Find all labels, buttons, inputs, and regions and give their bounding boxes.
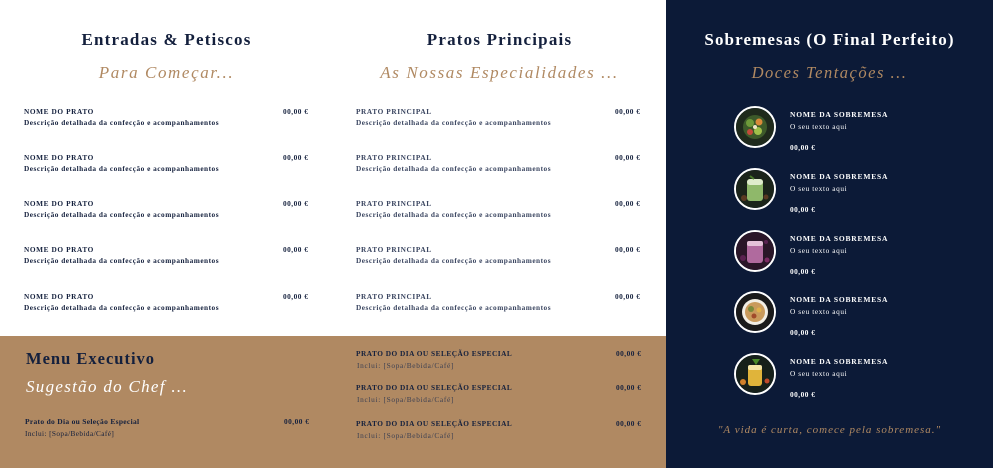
item-price: 00,00 € — [283, 107, 309, 116]
item-price: 00,00 € — [616, 419, 642, 428]
item-description: Descrição detalhada da confecção e acompanhamentos — [24, 210, 220, 219]
item-description: Descrição detalhada da confecção e acompanhamentos — [24, 118, 220, 127]
dessert-price: 00,00 € — [790, 390, 816, 399]
dessert-price: 00,00 € — [790, 143, 816, 152]
item-price: 00,00 € — [615, 199, 641, 208]
item-name: PRATO DO DIA OU SELEÇÃO ESPECIAL — [356, 383, 513, 392]
menu-item — [24, 153, 314, 177]
dessert-name: NOME DA SOBREMESA — [790, 110, 889, 119]
sobremesas-title: Sobremesas (O Final Perfeito) — [704, 30, 955, 49]
item-name: PRATO DO DIA OU SELEÇÃO ESPECIAL — [356, 419, 513, 428]
entradas-subtitle: Para Começar... — [98, 63, 235, 82]
executivo-item — [25, 417, 325, 439]
sobremesas-subtitle: Doces Tentações ... — [751, 63, 908, 82]
item-description: Descrição detalhada da confecção e acompanhamentos — [24, 164, 220, 173]
granola-bowl-photo — [734, 291, 776, 333]
item-name: NOME DO PRATO — [24, 245, 94, 254]
menu-item — [24, 292, 314, 316]
dessert-description: O seu texto aqui — [790, 307, 848, 316]
dessert-quote: "A vida é curta, comece pela sobremesa." — [717, 424, 942, 436]
item-name: Prato do Dia ou Seleção Especial — [25, 417, 140, 426]
item-price: 00,00 € — [283, 153, 309, 162]
dessert-price: 00,00 € — [790, 328, 816, 337]
menu-item — [356, 107, 646, 131]
menu-item — [356, 292, 646, 316]
dessert-price: 00,00 € — [790, 205, 816, 214]
item-price: 00,00 € — [615, 107, 641, 116]
item-description: Inclui: [Sopa/Bebida/Café] — [357, 395, 455, 404]
item-price: 00,00 € — [615, 153, 641, 162]
item-description: Descrição detalhada da confecção e acompanhamentos — [24, 256, 220, 265]
dessert-item — [734, 168, 934, 214]
item-price: 00,00 € — [616, 383, 642, 392]
item-name: PRATO PRINCIPAL — [356, 245, 432, 254]
item-price: 00,00 € — [615, 245, 641, 254]
dessert-item — [734, 353, 934, 399]
item-description: Descrição detalhada da confecção e acompanhamentos — [356, 303, 552, 312]
item-name: PRATO PRINCIPAL — [356, 153, 432, 162]
matcha-drink-photo — [734, 168, 776, 210]
item-name: NOME DO PRATO — [24, 199, 94, 208]
menu-item — [24, 199, 314, 223]
menu-item — [356, 199, 646, 223]
menu-item — [356, 153, 646, 177]
berry-smoothie-photo — [734, 230, 776, 272]
item-price: 00,00 € — [283, 199, 309, 208]
dessert-item — [734, 106, 934, 152]
main-menu-panel — [0, 0, 666, 336]
item-description: Descrição detalhada da confecção e acompanhamentos — [24, 303, 220, 312]
dessert-description: O seu texto aqui — [790, 246, 848, 255]
dessert-name: NOME DA SOBREMESA — [790, 234, 889, 243]
item-name: NOME DO PRATO — [24, 292, 94, 301]
item-price: 00,00 € — [616, 349, 642, 358]
item-price: 00,00 € — [283, 292, 309, 301]
item-name: PRATO PRINCIPAL — [356, 292, 432, 301]
dessert-description: O seu texto aqui — [790, 122, 848, 131]
special-item — [356, 419, 646, 441]
special-item — [356, 383, 646, 405]
principais-title: Pratos Principais — [426, 30, 573, 49]
item-description: Inclui: [Sopa/Bebida/Café] — [25, 429, 115, 438]
item-name: PRATO PRINCIPAL — [356, 107, 432, 116]
item-description: Inclui: [Sopa/Bebida/Café] — [357, 431, 455, 440]
item-price: 00,00 € — [284, 417, 310, 426]
entradas-title: Entradas & Petiscos — [81, 30, 252, 49]
dessert-name: NOME DA SOBREMESA — [790, 172, 889, 181]
item-description: Inclui: [Sopa/Bebida/Café] — [357, 361, 455, 370]
salad-bowl-photo — [734, 106, 776, 148]
menu-item — [24, 245, 314, 269]
executivo-title: Menu Executivo — [26, 349, 156, 368]
menu-item — [356, 245, 646, 269]
item-description: Descrição detalhada da confecção e acompanhamentos — [356, 256, 552, 265]
item-description: Descrição detalhada da confecção e acompanhamentos — [356, 210, 552, 219]
citrus-drink-photo — [734, 353, 776, 395]
item-description: Descrição detalhada da confecção e acompanhamentos — [356, 164, 552, 173]
dessert-description: O seu texto aqui — [790, 369, 848, 378]
executivo-subtitle: Sugestão do Chef ... — [26, 377, 188, 396]
dessert-item — [734, 230, 934, 276]
item-name: NOME DO PRATO — [24, 153, 94, 162]
item-name: PRATO DO DIA OU SELEÇÃO ESPECIAL — [356, 349, 513, 358]
dessert-price: 00,00 € — [790, 267, 816, 276]
sobremesas-panel — [666, 0, 993, 468]
item-price: 00,00 € — [615, 292, 641, 301]
item-description: Descrição detalhada da confecção e acompanhamentos — [356, 118, 552, 127]
menu-item — [24, 107, 314, 131]
dessert-item — [734, 291, 934, 337]
dessert-name: NOME DA SOBREMESA — [790, 357, 889, 366]
item-name: PRATO PRINCIPAL — [356, 199, 432, 208]
item-name: NOME DO PRATO — [24, 107, 94, 116]
dessert-name: NOME DA SOBREMESA — [790, 295, 889, 304]
principais-subtitle: As Nossas Especialidades ... — [380, 63, 619, 82]
item-price: 00,00 € — [283, 245, 309, 254]
dessert-description: O seu texto aqui — [790, 184, 848, 193]
executivo-panel — [0, 336, 666, 468]
special-item — [356, 349, 646, 371]
